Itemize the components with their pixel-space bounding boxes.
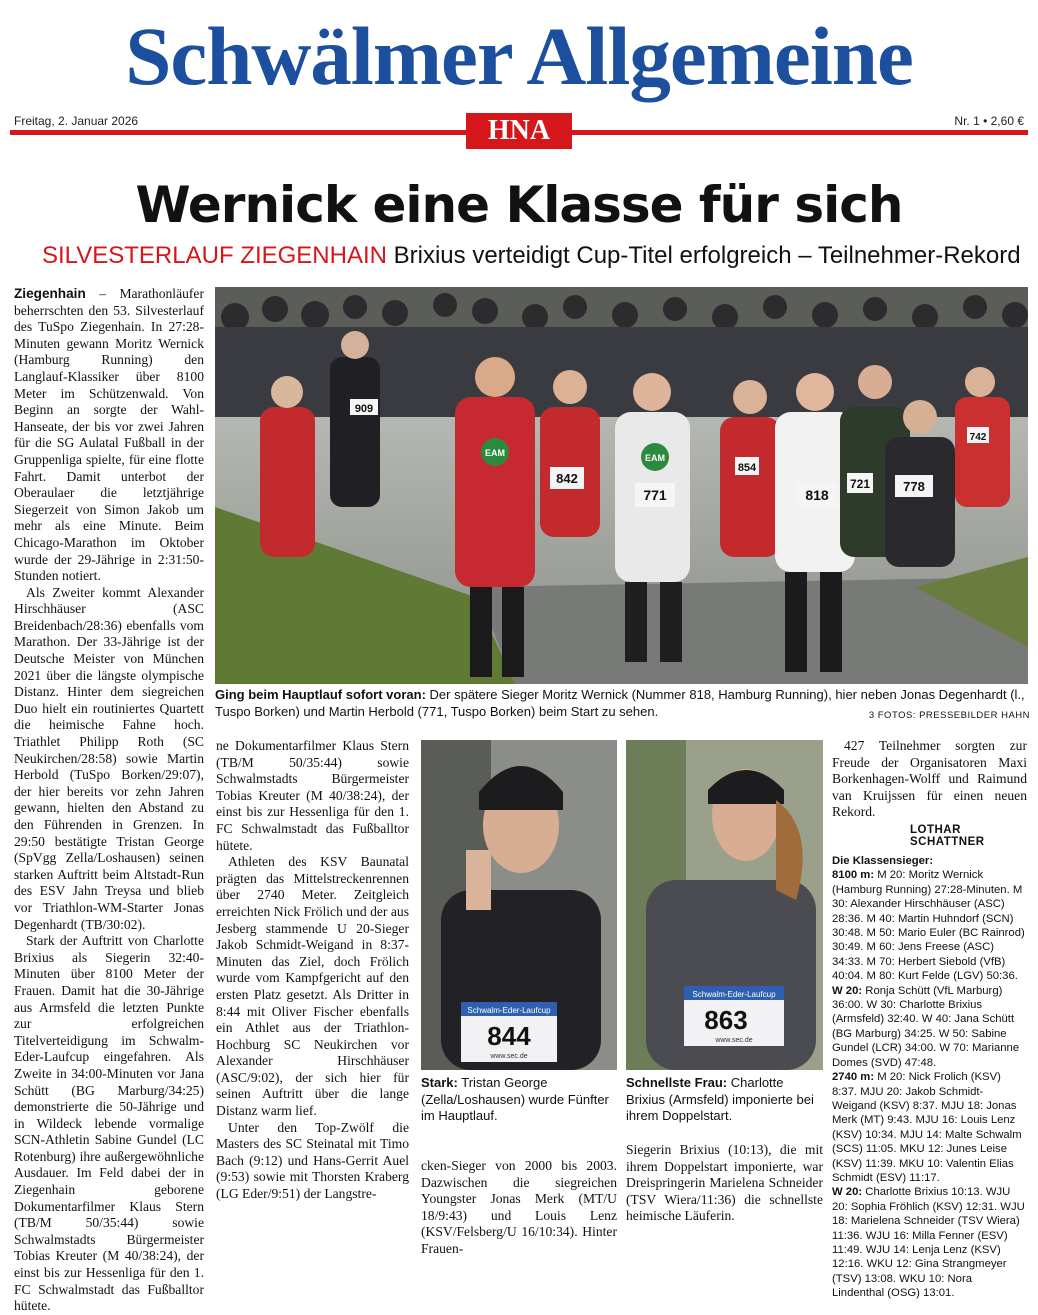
results-block: 8100 m: M 20: Moritz Wernick (Hamburg Running) 27:28-Minuten. M 30: Alexander Hirschhäuser (ASC) 28:36. M 40: Martin Huhndorf (SCN) 30:48. M 50: Mario Euler (BC Rainrod) 30:49. M 60: Jens Freese (ASC) 34:33. M 70: Herbert Siebold (VfB) 40:04. M 80: Kurt Felde (LGV) 50:36. xyxy=(832,869,1025,983)
article-column-1 xyxy=(14,286,204,1314)
hna-logo: HNA xyxy=(466,113,572,149)
bib-number: 844 xyxy=(487,1021,531,1051)
place-line: Ziegenhain xyxy=(14,286,86,301)
results-block: W 20: Charlotte Brixius 10:13. WJU 20: Sophia Fröhlich (KSV) 12:31. WJU 18: Marielena Schneider (TSV Wiera) 11:36. WJU 16: Milla Fenner (ESV) 11:49. WJU 14: Lenja Lenz (KSV) 12:16. WKU 12: Gina Strangmeyer (TSV) 13:08. WKU 10: Nora Lindenthal (OSG) 13:01. xyxy=(832,1186,1025,1300)
bib-banner: Schwalm-Eder-Laufcup xyxy=(467,1006,551,1015)
photo-credit: 3 FOTOS: PRESSEBILDER HAHN xyxy=(868,709,1030,721)
bib-banner: Schwalm-Eder-Laufcup xyxy=(692,990,776,999)
article-column-2 xyxy=(216,738,409,1226)
paragraph: Als Zweiter kommt Alexander Hirschhäuser (ASC Breidenbach/28:36) ebenfalls vom Marathon. Der 33-Jährige ist der Deutsche Meister von München 2021 über die längste olympische Distanz. Hinter dem siegreichen Duo hielt ein routiniertes Quartett die heimische Fahne hoch. Triathlet Philipp Roth (SC Neukirchen/28:58) sowie Martin Herbold (TuSpo Borken/29:07), der hier bereits vor zehn Jahren gewann, hielten den Abstand zu den Führenden in Grenzen. In 29:50 bestätigte Tristan George (SpVgg Zella/Loshausen) seinen starken Auftritt beim Altstadt-Run des ESV Jahn Treysa und blieb vor Triathlon-WM-Starter Jonas Degenhardt (TB/30:02). xyxy=(14,584,204,932)
results-block: 2740 m: M 20: Nick Frolich (KSV) 8:37. MJU 20: Jakob Schmidt-Weigand (KSV) 8:37. MJU 18: Jonas Merk (MT) 9:43. MJU 16: Louis Lenz (KSV) 10:34. MJU 14: Malte Schwalm (SCS) 11:05. MKU 12: Junes Leise (KSV) 11:39. MKU 10: Valentin Elias Schmidt (ESV) 11:17. xyxy=(832,1071,1022,1184)
article-headline: Wernick eine Klasse für sich xyxy=(135,176,903,234)
article-column-5 xyxy=(832,738,1027,822)
issue-date: Freitag, 2. Januar 2026 xyxy=(14,114,139,128)
main-photo-caption: Ging beim Hauptlauf sofort voran: Der spätere Sieger Moritz Wernick (Nummer 818, Hamburg Running), hier neben Jonas Degenhardt (l., Tuspo Borken) und Martin Herbold (771, Tuspo Borken) beim Start zu sehen. 3 FOTOS: PRESSEBILDER HAHN xyxy=(215,687,1030,724)
bib-number: 818 xyxy=(805,487,829,503)
article-subheadline xyxy=(42,242,1021,270)
bib-number: 771 xyxy=(643,487,667,503)
paragraph: 427 Teilnehmer sorgten zur Freude der Organisatoren Maxi Borkenhagen-Wolff und Raimund van Kruijssen für einen neuen Rekord. xyxy=(832,738,1027,820)
results-block: W 20: Ronja Schütt (VfL Marburg) 36:00. W 30: Charlotte Brixius (Armsfeld) 32:40. W 40: Jana Schütt (BG Marburg) 34:25. W 50: Sabine Gundel (LCR) 34:00. W 70: Marianne Domes (SVD) 47:48. xyxy=(832,984,1020,1069)
bib-number: 742 xyxy=(969,432,987,443)
paragraph: ne Dokumentarfilmer Klaus Stern (TB/M 50/35:44) sowie Schwalmstadts Bürgermeister Tobias Kreuter (M 40/38:24), der einst bis zur Hessenliga für den 1. FC Schwalmstadt das Fußballtor hütete. xyxy=(216,738,409,853)
subheadline-text: Brixius verteidigt Cup-Titel erfolgreich – Teilnehmer-Rekord xyxy=(393,242,1021,269)
eam-logo: EAM xyxy=(485,448,505,458)
bib-number: 778 xyxy=(903,479,925,494)
results-box xyxy=(832,854,1027,1300)
article-column-3 xyxy=(421,1158,617,1256)
article-kicker: SILVESTERLAUF ZIEGENHAIN xyxy=(42,242,387,269)
bib-number: 909 xyxy=(354,403,374,415)
eam-logo: EAM xyxy=(645,453,665,463)
paragraph: Ziegenhain – Marathonläufer beherrschten den 53. Silvesterlauf des TuSpo Ziegenhain. In 27:28-Minuten gewann Moritz Wernick (Hamburg Running) den Langlauf-Klassiker über 8100 Meter im Schützenwald. Von Beginn an sorgte der Wahl-Hanseate, der bis vor zwei Jahren für die SG Aulatal Fußball in der Gruppenliga spielte, für eine flotte Fahrt. Damit unterbot der Oberaulaer die letztjährige Siegerzeit von Simon Jakob um mehr als eine Minute. Beim Chicago-Marathon im Oktober wurde der 29-Jährige in 2:31:50-Stunden notiert. xyxy=(14,286,204,584)
paragraph: Athleten des KSV Baunatal prägten das Mittelstreckenrennen über 2740 Meter. Zeitgleich erreichten Nick Frölich und der aus Jesberg stammende U 20-Sieger Jakob Schmidt-Weigand in 8:37-Minuten das Ziel, doch Frölich wurde vom Kampfgericht auf den ersten Platz gesetzt. Als Dritter in 8:44 mit Oliver Fischer ebenfalls ein Athlet aus der Triathlon-Hochburg SC Neukirchen vor Alexander Hirschhäuser (ASC/9:02), der sich hier für seinen Auftritt über die lange Distanz warm lief. xyxy=(216,854,409,1119)
right-photo-caption: Schnellste Frau: Charlotte Brixius (Armsfeld) imponierte bei ihrem Doppelstart. xyxy=(626,1075,814,1123)
paragraph: Unter den Top-Zwölf die Masters des SC Steinatal mit Timo Bach (9:12) und Hans-Gerrit Auel (9:53) sowie mit Thorsten Kraberg (LG Eder/9:51) der Langstre- xyxy=(216,1119,409,1202)
article-column-4 xyxy=(626,1142,823,1226)
paragraph: Siegerin Brixius (10:13), die mit ihrem Doppelstart imponierte, war Dreispringerin Marielena Schneider (TSV Wiera/11:36) die schnellste heimische Läuferin. xyxy=(626,1142,823,1224)
paragraph: cken-Sieger von 2000 bis 2003. Dazwischen die siegreichen Youngster Jonas Merk (MT/U 18/9:43) und Louis Lenz (KSV/Felsberg/U 16/10:34). Hinter Frauen- xyxy=(421,1158,617,1256)
bib-number: 863 xyxy=(704,1005,748,1035)
issue-number-price: Nr. 1 • 2,60 € xyxy=(954,114,1024,128)
charlotte-brixius-photo xyxy=(626,740,823,1070)
tristan-george-photo xyxy=(421,740,617,1070)
bib-url: www.sec.de xyxy=(715,1037,753,1044)
author-byline: LOTHAR SCHATTNER xyxy=(910,824,985,848)
results-title: Die Klassensieger: xyxy=(832,855,934,867)
bib-number: 721 xyxy=(849,477,871,491)
main-race-photo xyxy=(215,287,1028,684)
bib-number: 842 xyxy=(556,471,578,486)
left-photo-caption: Stark: Tristan George (Zella/Loshausen) wurde Fünfter im Hauptlauf. xyxy=(421,1075,609,1123)
paragraph: Stark der Auftritt von Charlotte Brixius als Siegerin 32:40-Minuten über 8100 Meter der Frauen. Damit hat die 30-Jährige aus Armsfeld die letzten Punkte zur erfolgreichen Titelverteidigung im Schwalm-Eder-Laufcup eingefahren. Als Zweite in 34:00-Minuten vor Jana Schütt (BG Marburg/34:25) demonstrierte die 50-Jährige und in Wildeck lebende vormalige SCN-Athletin Sabine Gundel (LC Rotenburg) ihre außergewöhnliche Ausdauer. Im Feld dabei der in Ziegenhain geborene Dokumentarfilmer Klaus Stern (TB/M 50/35:44) sowie Schwalmstadts Bürgermeister Tobias Kreuter (M 40/38:24), der einst bis zur Hessenliga für den 1. FC Schwalmstadt das Fußballtor hütete. xyxy=(14,933,204,1314)
bib-url: www.sec.de xyxy=(490,1053,528,1060)
bib-number: 854 xyxy=(737,462,757,474)
newspaper-masthead: Schwälmer Allgemeine xyxy=(125,10,913,102)
